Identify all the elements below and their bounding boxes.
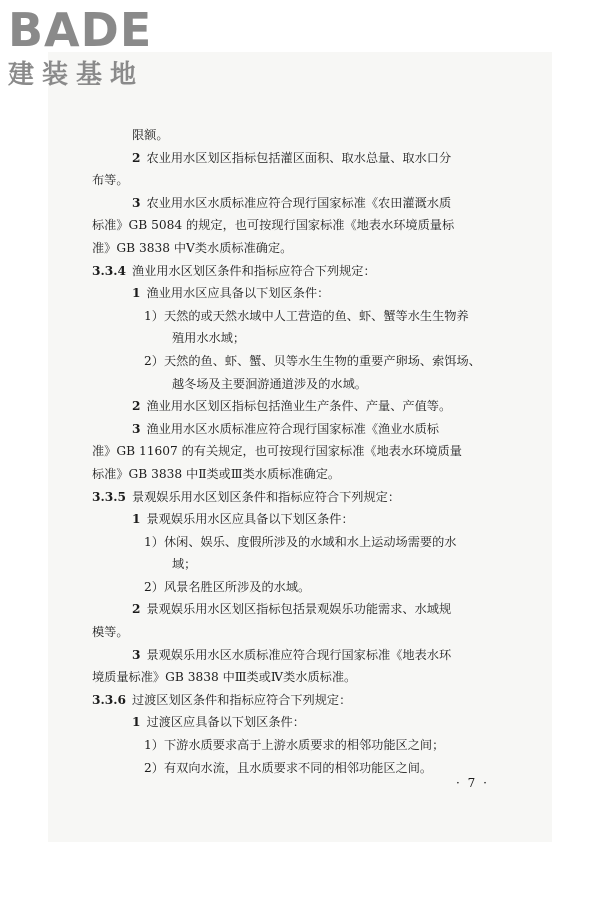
text-line: 2）天然的鱼、虾、蟹、贝等水生生物的重要产卵场、索饵场、 [144,353,481,368]
page-number: · 7 · [456,776,489,790]
text-line: 1）下游水质要求高于上游水质要求的相邻功能区之间； [144,738,445,753]
watermark-logo [8,3,178,92]
text-line: 域； [172,557,197,572]
text-line: 3 渔业用水区水质标准应符合现行国家标准《渔业水质标 [132,421,439,436]
text-line: 越冬场及主要洄游通道涉及的水域。 [172,376,367,391]
text-line: 2 景观娱乐用水区划区指标包括景观娱乐功能需求、水域规 [132,602,452,617]
item-number: 3 [132,421,141,436]
text-line: 殖用水水域； [172,331,246,346]
text-line: 3 景观娱乐用水区水质标准应符合现行国家标准《地表水环 [132,647,452,662]
section-heading: 3.3.5 景观娱乐用水区划区条件和指标应符合下列规定： [92,489,401,504]
text-line: 2 渔业用水区划区指标包括渔业生产条件、产量、产值等。 [132,399,452,414]
item-number: 2 [132,602,141,617]
item-number: 2 [132,399,141,414]
text-line: 1 景观娱乐用水区应具备以下划区条件： [132,512,354,527]
logo-wordmark: BADE [8,3,153,57]
item-number: 1 [132,512,141,527]
item-number: 1 [132,286,141,301]
logo-subtitle: 建装基地 [8,60,145,90]
text-line: 准》GB 3838 中Ⅴ类水质标准确定。 [92,240,293,255]
text-line: 境质量标准》GB 3838 中Ⅲ类或Ⅳ类水质标准。 [92,670,357,685]
document-body [92,124,512,779]
item-number: 3 [132,647,141,662]
item-number: 3 [132,195,141,210]
text-line: 1 渔业用水区应具备以下划区条件： [132,286,330,301]
text-line: 模等。 [92,625,129,640]
text-line: 2 农业用水区划区指标包括灌区面积、取水总量、取水口分 [132,150,452,165]
text-line: 标准》GB 5084 的规定，也可按现行国家标准《地表水环境质量标 [92,218,455,233]
item-number: 2 [132,150,141,165]
text-line: 2）风景名胜区所涉及的水域。 [144,579,311,594]
text-line: 1）休闲、娱乐、度假所涉及的水域和水上运动场需要的水 [144,534,457,549]
section-heading: 3.3.4 渔业用水区划区条件和指标应符合下列规定： [92,263,376,278]
text-line: 标准》GB 3838 中Ⅱ类或Ⅲ类水质标准确定。 [92,466,341,481]
section-number: 3.3.6 [92,692,126,707]
item-number: 1 [132,715,141,730]
section-number: 3.3.4 [92,263,126,278]
text-line: 布等。 [92,173,129,188]
section-number: 3.3.5 [92,489,126,504]
text-line: 1）天然的或天然水域中人工营造的鱼、虾、蟹等水生生物养 [144,308,469,323]
text-line: 限额。 [132,128,169,142]
text-line: 2）有双向水流，且水质要求不同的相邻功能区之间。 [144,760,433,775]
text-line: 准》GB 11607 的有关规定，也可按现行国家标准《地表水环境质量 [92,444,462,459]
section-heading: 3.3.6 过渡区划区条件和指标应符合下列规定： [92,692,352,707]
text-line: 3 农业用水区水质标准应符合现行国家标准《农田灌溉水质 [132,195,452,210]
text-line: 1 过渡区应具备以下划区条件： [132,715,305,730]
